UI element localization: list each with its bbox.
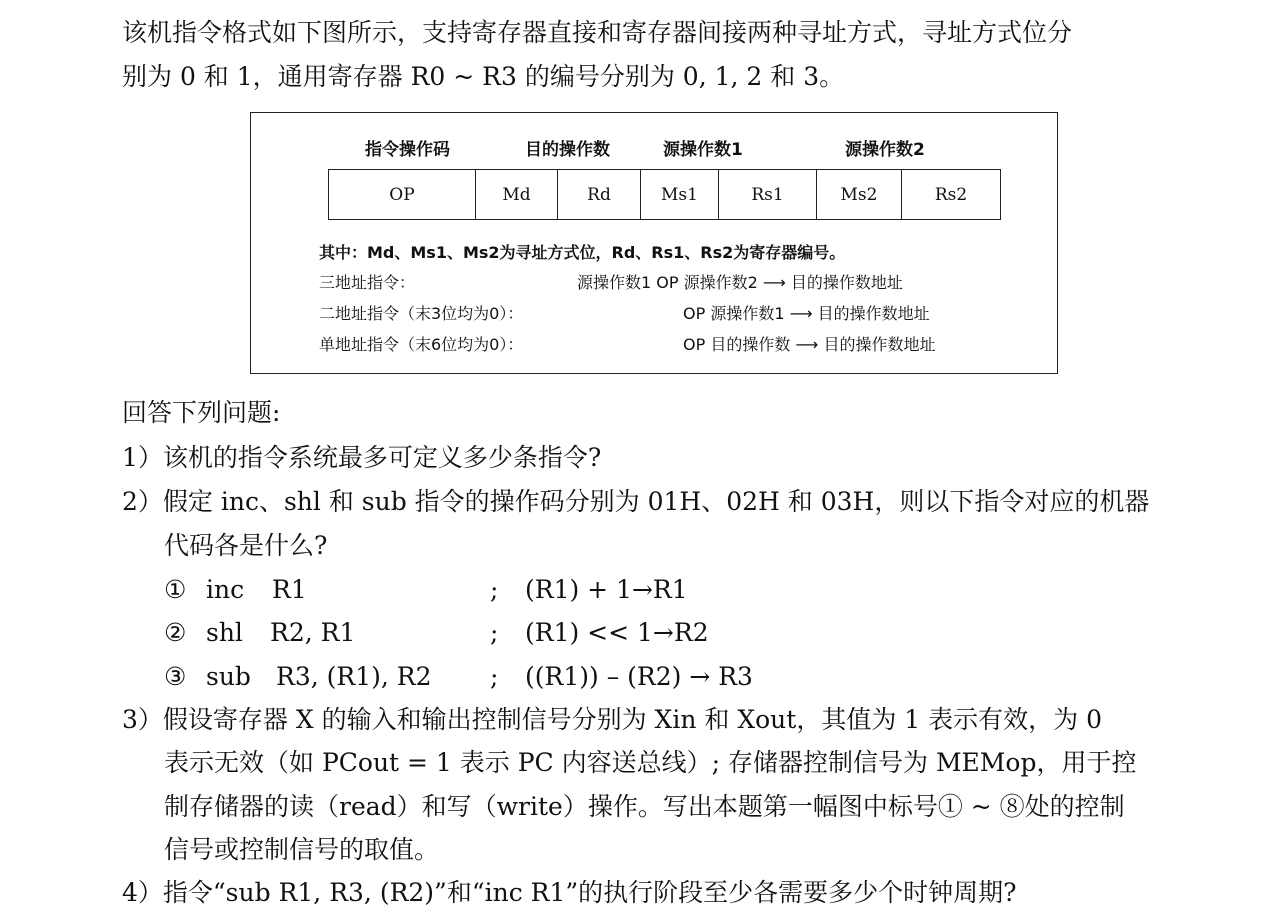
one-address-expression: OP 目的操作数 ⟶ 目的操作数地址 [683,335,936,354]
instruction-opcode: shl [206,618,243,647]
two-address-label: 二地址指令（末3位均为0）： [319,304,524,323]
figure-note: 其中：Md、Ms1、Ms2为寻址方式位，Rd、Rs1、Rs2为寄存器编号。 [319,243,846,262]
question-2-line-2: 代码各是什么? [164,531,328,560]
question-3-line-4: 信号或控制信号的取值。 [164,835,440,864]
instruction-separator: ; [490,662,499,691]
field-md: Md [476,170,558,220]
instruction-comment: (R1) << 1→R2 [525,618,709,647]
header-src-operand-1: 源操作数1 [663,140,743,160]
question-3-line-3: 制存储器的读（read）和写（write）操作。写出本题第一幅图中标号① ~ ⑧处的控制 [164,792,1125,821]
questions-heading: 回答下列问题: [122,398,281,427]
question-4: 4）指令“sub R1, R3, (R2)”和“inc R1”的执行阶段至少各需要多少个时钟周期? [122,878,1017,907]
three-address-label: 三地址指令： [319,273,416,292]
field-op: OP [329,170,476,220]
instruction-separator: ; [490,618,499,647]
instruction-number: ② [164,618,187,647]
question-3-line-1: 3）假设寄存器 X 的输入和输出控制信号分别为 Xin 和 Xout，其值为 1 表示有效，为 0 [122,705,1102,734]
header-src-operand-2: 源操作数2 [845,140,925,160]
field-rd: Rd [558,170,641,220]
question-1: 1）该机的指令系统最多可定义多少条指令? [122,443,602,472]
instruction-format-figure [250,112,1058,374]
instruction-opcode: inc [206,575,245,604]
intro-line-2: 别为 0 和 1，通用寄存器 R0 ~ R3 的编号分别为 0, 1, 2 和 3。 [122,62,845,91]
instruction-operands: R3, (R1), R2 [276,662,432,691]
instruction-separator: ; [490,575,499,604]
two-address-expression: OP 源操作数1 ⟶ 目的操作数地址 [683,304,930,323]
field-rs1: Rs1 [719,170,817,220]
three-address-expression: 源操作数1 OP 源操作数2 ⟶ 目的操作数地址 [577,273,903,292]
header-opcode: 指令操作码 [365,140,450,160]
instruction-number: ① [164,575,187,604]
instruction-operands: R1 [272,575,307,604]
one-address-label: 单地址指令（末6位均为0）： [319,335,524,354]
instruction-number: ③ [164,662,187,691]
question-3-line-2: 表示无效（如 PCout = 1 表示 PC 内容送总线）; 存储器控制信号为 MEMop，用于控 [164,748,1137,777]
field-rs2: Rs2 [902,170,1001,220]
instruction-comment: ((R1)) – (R2) → R3 [525,662,753,691]
instruction-format-table [328,169,1001,220]
field-ms1: Ms1 [641,170,719,220]
question-2-line-1: 2）假定 inc、shl 和 sub 指令的操作码分别为 01H、02H 和 03H，则以下指令对应的机器 [122,487,1150,516]
instruction-comment: (R1) + 1→R1 [525,575,688,604]
field-ms2: Ms2 [817,170,902,220]
header-dest-operand: 目的操作数 [525,140,610,160]
intro-line-1: 该机指令格式如下图所示，支持寄存器直接和寄存器间接两种寻址方式，寻址方式位分 [122,18,1073,47]
instruction-operands: R2, R1 [270,618,356,647]
instruction-opcode: sub [206,662,251,691]
